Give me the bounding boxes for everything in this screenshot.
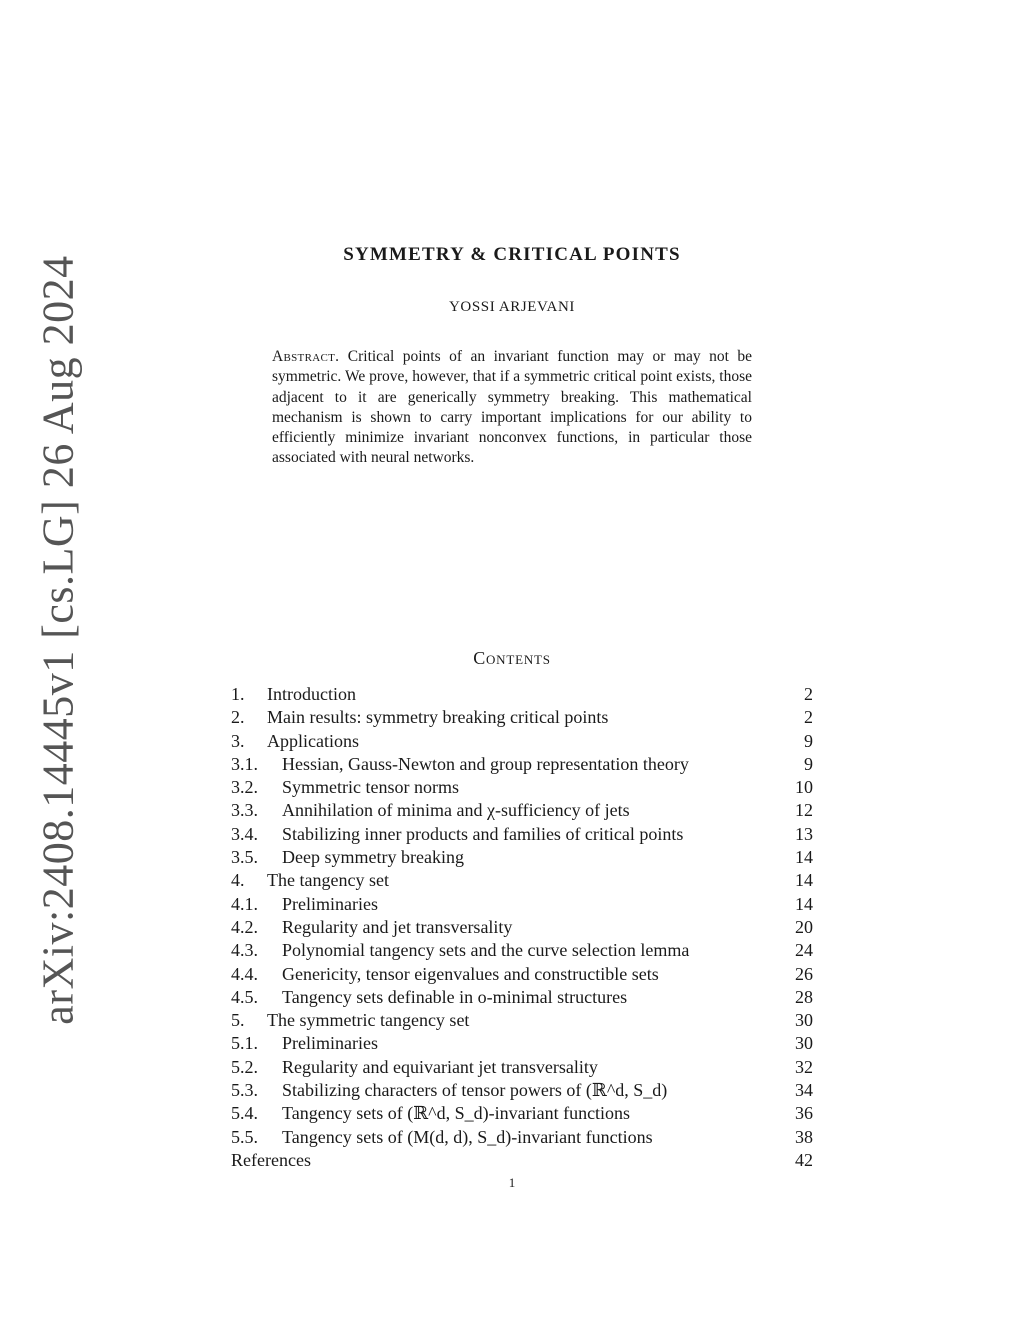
toc-entry-page: 34 — [795, 1080, 813, 1101]
toc-entry-title: Regularity and jet transversality — [282, 916, 513, 937]
toc-entry-number: 4.5. — [231, 986, 258, 1007]
toc-entry[interactable] — [231, 683, 813, 706]
toc-entry-page: 2 — [804, 684, 813, 704]
toc-entry-number: 4.3. — [231, 940, 258, 961]
toc-entry[interactable] — [231, 1149, 813, 1172]
toc-entry-number: 3.5. — [231, 847, 258, 868]
toc-entry-title: Polynomial tangency sets and the curve selection lemma — [282, 940, 690, 961]
toc-entry-title: Symmetric tensor norms — [282, 777, 459, 798]
toc-entry[interactable] — [231, 846, 813, 869]
toc-entry-page: 20 — [795, 916, 813, 937]
author-name: YOSSI ARJEVANI — [448, 299, 576, 315]
toc-entry[interactable] — [231, 916, 813, 939]
toc-entry[interactable] — [231, 893, 813, 916]
toc-entry-number: 5.4. — [231, 1103, 258, 1124]
toc-entry-title: Applications — [267, 730, 359, 751]
toc-entry-number: 3.4. — [231, 823, 258, 844]
toc-entry-title: Stabilizing characters of tensor powers of (ℝ^d, S_d) — [282, 1080, 668, 1101]
toc-entry-page: 28 — [795, 986, 813, 1007]
toc-entry-title: Deep symmetry breaking — [282, 847, 464, 868]
toc-entry-number: 3.2. — [231, 777, 258, 798]
toc-entry-number: 1. — [231, 684, 245, 704]
abstract — [272, 347, 752, 469]
table-of-contents — [231, 683, 813, 1172]
toc-entry[interactable] — [231, 799, 813, 822]
toc-entry-page: 14 — [795, 870, 813, 891]
toc-entry[interactable] — [231, 939, 813, 962]
toc-entry-page: 2 — [804, 707, 813, 728]
toc-entry[interactable] — [231, 963, 813, 986]
toc-entry[interactable] — [231, 1079, 813, 1102]
toc-entry-title: Regularity and equivariant jet transversality — [282, 1056, 598, 1077]
paper-title: SYMMETRY & CRITICAL POINTS — [343, 244, 681, 265]
toc-entry-number: 5.5. — [231, 1126, 258, 1147]
toc-entry-page: 38 — [795, 1126, 813, 1147]
toc-entry-page: 14 — [795, 847, 813, 868]
toc-entry[interactable] — [231, 1009, 813, 1032]
toc-entry-page: 26 — [795, 963, 813, 984]
toc-entry-title: Tangency sets of (M(d, d), S_d)-invariant functions — [282, 1126, 653, 1147]
toc-entry-number: 3. — [231, 730, 245, 751]
page-number: 1 — [508, 1175, 516, 1190]
toc-entry[interactable] — [231, 1126, 813, 1149]
toc-entry-number: 4.2. — [231, 916, 258, 937]
toc-entry[interactable] — [231, 1032, 813, 1055]
toc-entry[interactable] — [231, 776, 813, 799]
toc-entry-page: 14 — [795, 893, 813, 914]
toc-entry[interactable] — [231, 706, 813, 729]
toc-entry-page: 9 — [804, 730, 813, 751]
toc-entry-title: References — [231, 1149, 311, 1170]
toc-entry-title: Hessian, Gauss-Newton and group representation theory — [282, 753, 689, 774]
toc-entry[interactable] — [231, 730, 813, 753]
toc-entry-number: 5.2. — [231, 1056, 258, 1077]
toc-entry[interactable] — [231, 1102, 813, 1125]
toc-entry-page: 30 — [795, 1033, 813, 1054]
toc-entry-title: Main results: symmetry breaking critical points — [267, 707, 609, 728]
toc-entry-title: Tangency sets of (ℝ^d, S_d)-invariant functions — [282, 1103, 631, 1124]
toc-entry[interactable] — [231, 869, 813, 892]
toc-entry-page: 36 — [795, 1103, 813, 1124]
toc-entry-number: 4.1. — [231, 893, 258, 914]
toc-entry-number: 2. — [231, 707, 245, 728]
toc-entry-page: 30 — [795, 1010, 813, 1031]
toc-entry-title: Tangency sets definable in o-minimal structures — [282, 986, 628, 1007]
toc-entry-page: 24 — [795, 940, 813, 961]
toc-entry-title: Stabilizing inner products and families of critical points — [282, 823, 684, 844]
toc-entry[interactable] — [231, 1056, 813, 1079]
toc-entry-number: 5.3. — [231, 1080, 258, 1101]
toc-entry-number: 5. — [231, 1010, 245, 1031]
toc-entry-page: 32 — [795, 1056, 813, 1077]
toc-entry-title: Preliminaries — [282, 1033, 378, 1054]
arxiv-identifier-stamp: arXiv:2408.14445v1 [cs.LG] 26 Aug 2024 — [33, 255, 83, 1025]
toc-entry[interactable] — [231, 823, 813, 846]
toc-entry-number: 3.3. — [231, 800, 258, 821]
toc-entry-page: 9 — [804, 753, 813, 774]
toc-entry-title: The symmetric tangency set — [267, 1010, 470, 1031]
contents-heading: Contents — [473, 648, 551, 668]
abstract-text: Critical points of an invariant function may or may not be symmetric. We prove, however, that if a symmetric critical point exists, those adjacent to it are generically symmetry breaking. This mathematical mechanism is shown to carry important implications for our ability to efficiently minimize invariant nonconvex functions, in particular those associated with neural networks. — [272, 348, 752, 467]
toc-entry-number: 4. — [231, 870, 245, 891]
toc-entry-title: The tangency set — [267, 870, 389, 891]
toc-entry[interactable] — [231, 753, 813, 776]
toc-entry-page: 13 — [795, 823, 813, 844]
toc-entry-page: 42 — [795, 1149, 813, 1170]
toc-entry-number: 3.1. — [231, 753, 258, 774]
toc-entry-number: 5.1. — [231, 1033, 258, 1054]
toc-entry-page: 10 — [795, 777, 813, 798]
toc-entry-page: 12 — [795, 800, 813, 821]
toc-entry-title: Preliminaries — [282, 893, 378, 914]
toc-entry-number: 4.4. — [231, 963, 258, 984]
toc-entry-title: Introduction — [267, 684, 356, 704]
abstract-heading: Abstract. — [272, 348, 340, 365]
toc-entry-title: Genericity, tensor eigenvalues and constructible sets — [282, 963, 659, 984]
toc-entry[interactable] — [231, 986, 813, 1009]
toc-entry-title: Annihilation of minima and χ-sufficiency of jets — [282, 800, 630, 821]
